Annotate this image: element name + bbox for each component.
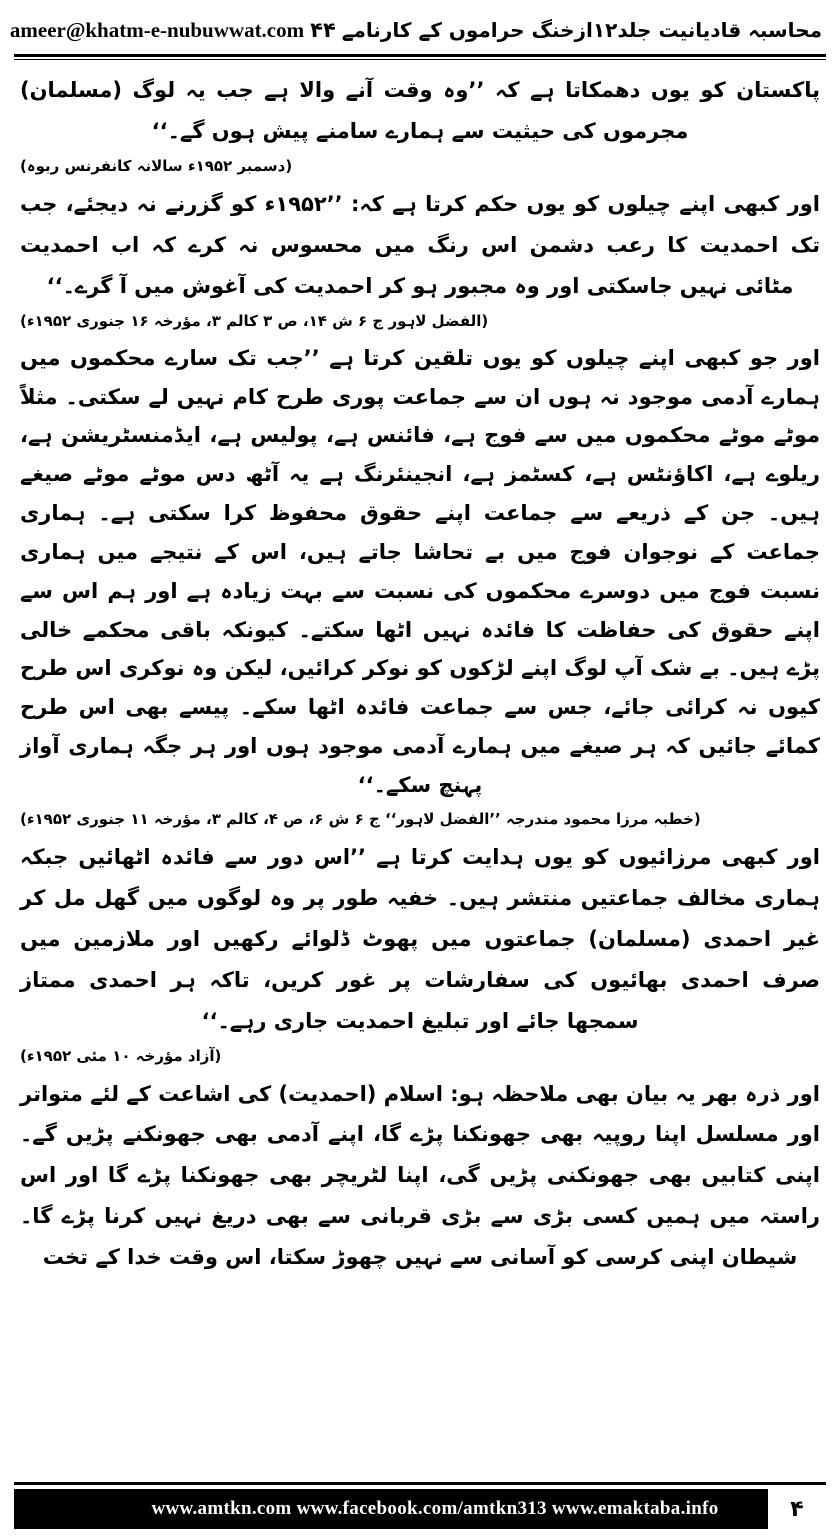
- reference-4: (آزاد مؤرخہ ۱۰ مئی ۱۹۵۲ء): [20, 1046, 222, 1065]
- footer-links[interactable]: www.amtkn.com www.facebook.com/amtkn313 www.emaktaba.info: [151, 1498, 719, 1519]
- page-footer: [0, 1482, 840, 1540]
- footer-page-number: ۴: [768, 1489, 826, 1529]
- header-book-title: محاسبہ قادیانیت جلد۱۲ازخنگ حراموں کے کارنامے: [341, 18, 822, 42]
- paragraph-3: اور جو کبھی اپنے چیلوں کو یوں تلقین کرتا ہے ’’جب تک سارے محکموں میں ہمارے آدمی موجود نہ ہوں ان سے جماعت پوری طرح کام نہیں لے سکتی۔ مثلاً موٹے موٹے محکموں میں سے فوج ہے، فائنس ہے، پولیس ہے، ایڈمنسٹریشن ہے، ریلوے ہے، اکاؤنٹس ہے، کسٹمز ہے، انجینئرنگ ہے یہ آٹھ دس موٹے موٹے صیغے ہیں۔ جن کے ذریعے سے جماعت اپنے حقوق محفوظ کرا سکتی ہے۔ ہماری جماعت کے نوجوان فوج میں بے تحاشا جاتے ہیں، اس کے نتیجے میں ہماری نسبت فوج میں دوسرے محکموں کی نسبت سے بہت زیادہ ہے اور ہم اس سے اپنے حقوق کی حفاظت کا فائدہ نہیں اٹھا سکتے۔ کیونکہ باقی محکمے خالی پڑے ہیں۔ بے شک آپ لوگ اپنے لڑکوں کو نوکر کرائیں، لیکن وہ نوکری اس طرح کیوں نہ کرائی جائے، جس سے جماعت فائدہ اٹھا سکے۔ پیسے بھی اس طرح کمائے جائیں کہ ہر صیغے میں ہمارے آدمی موجود ہوں اور ہر جگہ ہماری آواز پہنچ سکے۔‘‘: [20, 345, 820, 797]
- paragraph-1: پاکستان کو یوں دھمکاتا ہے کہ ’’وہ وقت آنے والا ہے جب یہ لوگ (مسلمان) مجرموں کی حیثیت سے ہمارے سامنے پیش ہوں گے۔‘‘: [20, 78, 820, 143]
- reference-2: (الفضل لاہور ج ۶ ش ۱۴، ص ۳ کالم ۳، مؤرخہ ۱۶ جنوری ۱۹۵۲ء): [20, 311, 489, 330]
- header-email: ameer@khatm-e-nubuwwat.com: [9, 17, 305, 42]
- footer-bar: [14, 1489, 826, 1529]
- reference-1: (دسمبر ۱۹۵۲ء سالانہ کانفرنس ربوہ): [20, 156, 293, 175]
- page-header: [0, 0, 840, 52]
- paragraph-4: اور کبھی مرزائیوں کو یوں ہدایت کرتا ہے ’’اس دور سے فائدہ اٹھائیں جبکہ ہماری مخالف جماعتیں منتشر ہیں۔ خفیہ طور پر وہ لوگوں میں گھل مل کر غیر احمدی (مسلمان) جماعتوں میں پھوٹ ڈلوائے رکھیں اور ملازمین میں صرف احمدی بھائیوں کی سفارشات پر غور کریں، تاکہ ہر احمدی ممتاز سمجھا جائے اور تبلیغ احمدیت جاری رہے۔‘‘: [20, 844, 820, 1033]
- header-divider-thick: [14, 54, 826, 57]
- footer-divider: [14, 1482, 826, 1485]
- paragraph-5: اور ذرہ بھر یہ بیان بھی ملاحظہ ہو: اسلام (احمدیت) کی اشاعت کے لئے متواتر اور مسلسل اپنا روپیہ بھی جھونکنا پڑے گا، اپنے آدمی بھی جھونکنے پڑیں گے۔ اپنی کتابیں بھی جھونکنی پڑیں گی، اپنا لٹریچر بھی جھونکنا پڑے گا اور اس راستہ میں ہمیں کسی بڑی سے بڑی قربانی سے بھی دریغ نہیں کرنا پڑے گا۔ شیطان اپنی کرسی کو آسانی سے نہیں چھوڑ سکتا، اس وقت خدا کے تخت: [20, 1081, 820, 1270]
- reference-3: (خطبہ مرزا محمود مندرجہ ’’الفضل لاہور‘‘ ج ۶ ش ۶، ص ۴، کالم ۳، مؤرخہ ۱۱ جنوری ۱۹۵۲ء): [20, 809, 701, 828]
- page-content: [0, 60, 840, 1278]
- header-page-number: ۴۴: [310, 18, 336, 42]
- paragraph-2: اور کبھی اپنے چیلوں کو یوں حکم کرتا ہے کہ: ’’۱۹۵۲ء کو گزرنے نہ دیجئے، جب تک احمدیت کا رعب دشمن اس رنگ میں محسوس نہ کرے کہ اب احمدیت مٹائی نہیں جاسکتی اور وہ مجبور ہو کر احمدیت کی آغوش میں آ گرے۔‘‘: [20, 191, 820, 298]
